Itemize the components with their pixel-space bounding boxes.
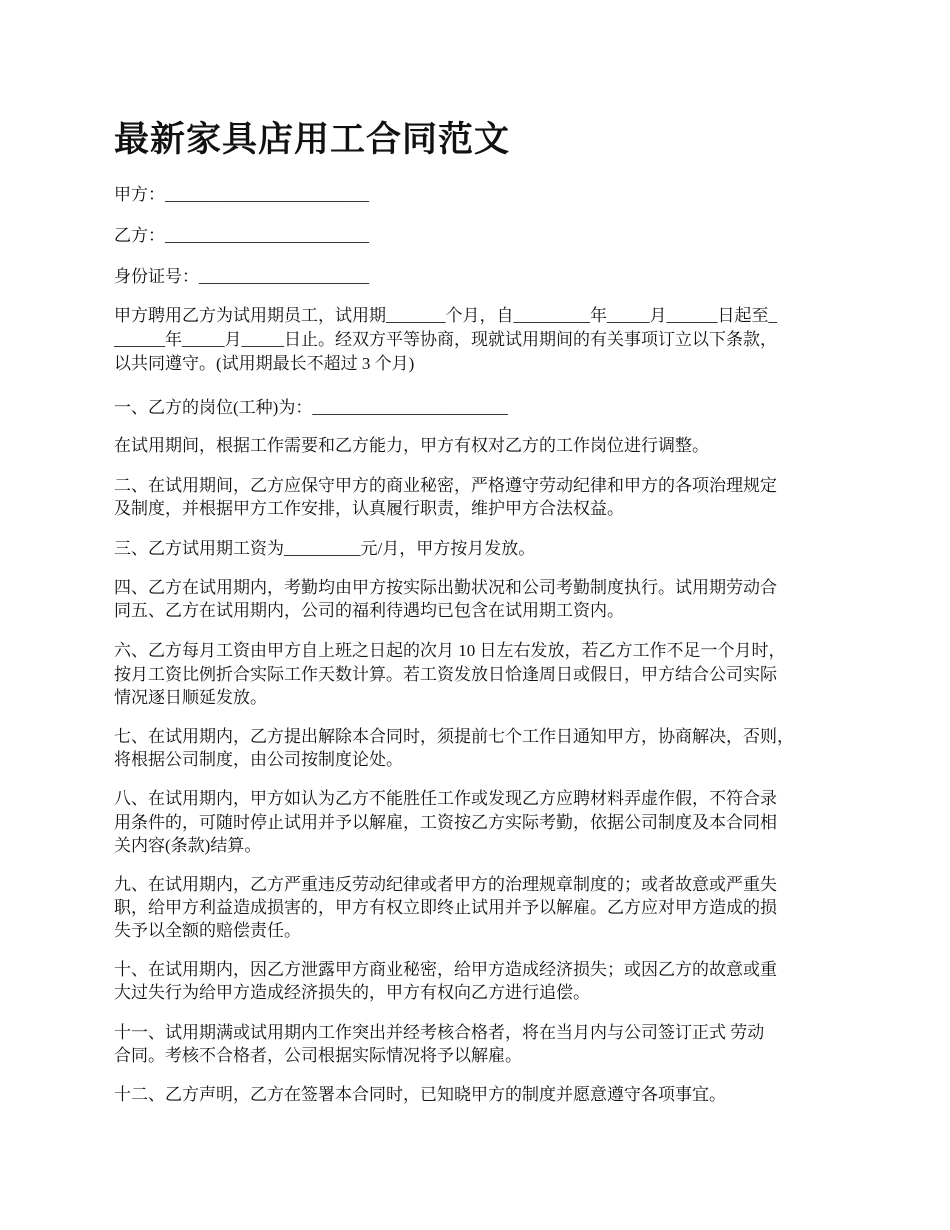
clause-2-line-2: 及制度，并根据甲方工作安排，认真履行职责，维护甲方合法权益。 xyxy=(114,499,624,518)
clause-3-line: 三、乙方试用期工资为_________元/月，甲方按月发放。 xyxy=(114,539,536,558)
intro-line-1: 甲方聘用乙方为试用期员工，试用期_______个月，自_________年_____月______日起至_ xyxy=(114,306,777,325)
clause-8-line-1: 八、在试用期内，甲方如认为乙方不能胜任工作或发现乙方应聘材料弄虚作假，不符合录 xyxy=(114,789,777,808)
clause-10-line-2: 大过失行为给甲方造成经济损失的，甲方有权向乙方进行追偿。 xyxy=(114,983,590,1002)
intro-line-3: 以共同遵守。(试用期最长不超过 3 个月) xyxy=(114,354,415,373)
clause-2-line-1: 二、在试用期间，乙方应保守甲方的商业秘密，严格遵守劳动纪律和甲方的各项治理规定 xyxy=(114,476,777,495)
clause-11-line-1: 十一、试用期满或试用期内工作突出并经考核合格者，将在当月内与公司签订正式 劳动 xyxy=(114,1023,765,1042)
clause-9-line-3: 失予以全额的赔偿责任。 xyxy=(114,921,301,940)
intro-line-2: ______年_____月_____日止。经双方平等协商，现就试用期间的有关事项订立以下条款， xyxy=(114,330,777,349)
clause-7-line-2: 将根据公司制度，由公司按制度论处。 xyxy=(114,750,403,769)
clause-4-line-2: 同五、乙方在试用期内，公司的福利待遇均已包含在试用期工资内。 xyxy=(114,601,624,620)
clause-8-line-2: 用条件的，可随时停止试用并予以解雇，工资按乙方实际考勤，依据公司制度及本合同相 xyxy=(114,813,777,832)
clause-12-line: 十二、乙方声明，乙方在签署本合同时，已知晓甲方的制度并愿意遵守各项事宜。 xyxy=(114,1085,726,1104)
document-title: 最新家具店用工合同范文 xyxy=(114,119,511,160)
clause-10-line-1: 十、在试用期内，因乙方泄露甲方商业秘密，给甲方造成经济损失；或因乙方的故意或重 xyxy=(114,960,777,979)
clause-9-line-1: 九、在试用期内，乙方严重违反劳动纪律或者甲方的治理规章制度的；或者故意或严重失 xyxy=(114,875,777,894)
clause-6-line-2: 按月工资比例折合实际工作天数计算。若工资发放日恰逢周日或假日，甲方结合公司实际 xyxy=(114,665,777,684)
clause-9-line-2: 职，给甲方利益造成损害的，甲方有权立即终止试用并予以解雇。乙方应对甲方造成的损 xyxy=(114,898,777,917)
clause-1-line: 一、乙方的岗位(工种)为：_______________________ xyxy=(114,398,508,417)
adjust-line: 在试用期间，根据工作需要和乙方能力，甲方有权对乙方的工作岗位进行调整。 xyxy=(114,436,709,455)
party-a-line: 甲方：________________________ xyxy=(114,185,369,204)
clause-7-line-1: 七、在试用期内，乙方提出解除本合同时，须提前七个工作日通知甲方，协商解决，否则， xyxy=(114,727,794,746)
clause-11-line-2: 合同。考核不合格者，公司根据实际情况将予以解雇。 xyxy=(114,1046,522,1065)
id-number-line: 身份证号：____________________ xyxy=(114,267,369,286)
clause-4-line-1: 四、乙方在试用期内，考勤均由甲方按实际出勤状况和公司考勤制度执行。试用期劳动合 xyxy=(114,578,777,597)
clause-6-line-1: 六、乙方每月工资由甲方自上班之日起的次月 10 日左右发放，若乙方工作不足一个月时， xyxy=(114,641,786,660)
clause-6-line-3: 情况逐日顺延发放。 xyxy=(114,688,267,707)
clause-8-line-3: 关内容(条款)结算。 xyxy=(114,836,262,855)
party-b-line: 乙方：________________________ xyxy=(114,226,369,245)
